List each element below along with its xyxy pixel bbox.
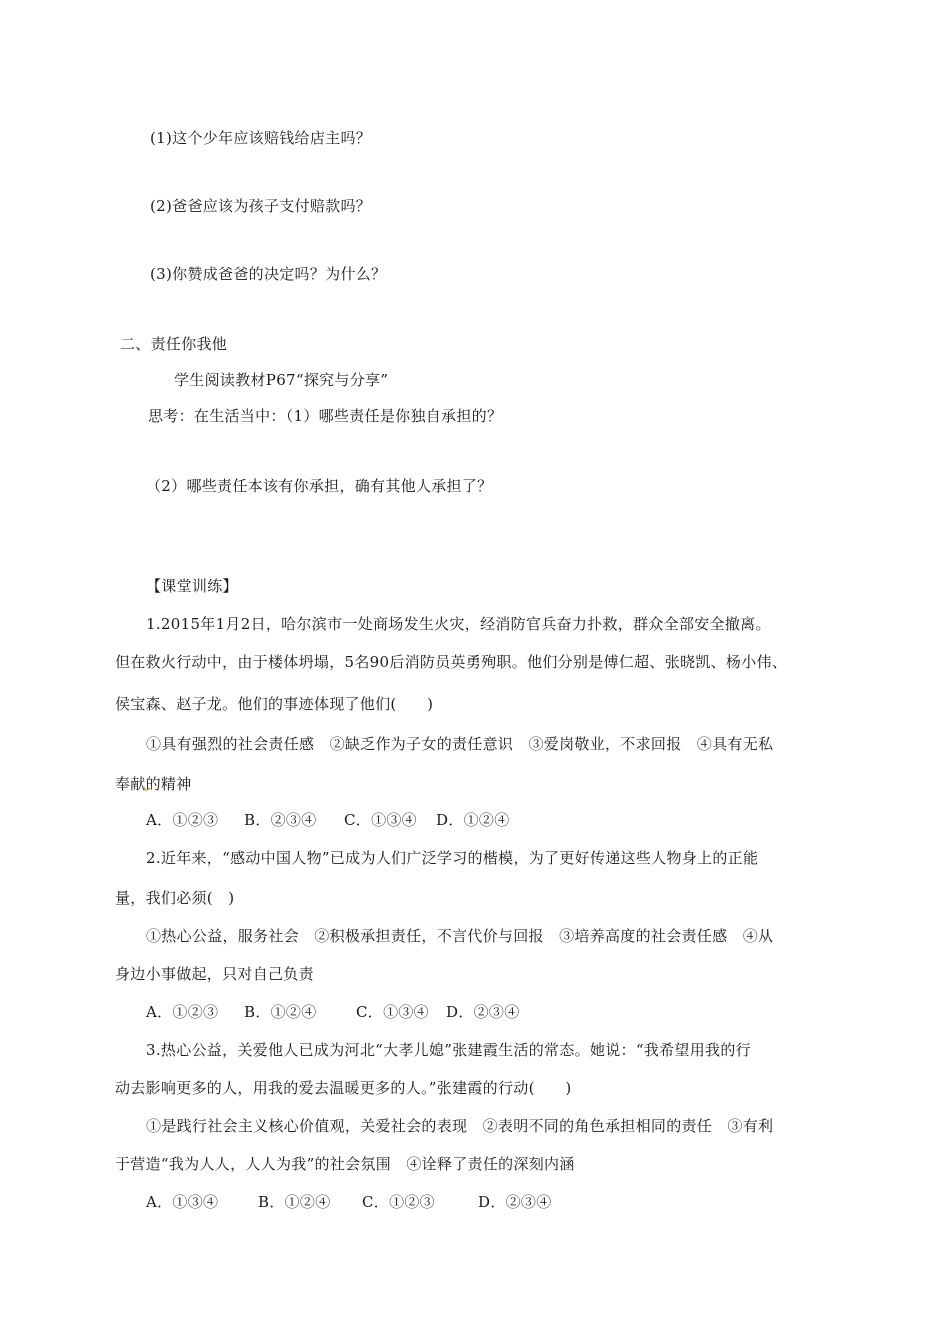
q3-option-c: C．①②③ (362, 1193, 435, 1211)
q2-option-c: C．①③④ (356, 1003, 429, 1021)
q3-stem-line-1: 3.热心公益，关爱他人已成为河北“大孝儿媳”张建霞生活的常态。她说：“我希望用我的行 (146, 1041, 751, 1059)
q1-stem-line-2: 但在救火行动中，由于楼体坍塌，5名90后消防员英勇殉职。他们分别是傅仁超、张晓凯、杨小伟、 (115, 653, 788, 671)
q1-stem-line-3: 侯宝森、赵子龙。他们的事迹体现了他们( ) (115, 695, 434, 713)
question-2: (2)爸爸应该为孩子支付赔款吗？ (150, 197, 372, 215)
q2-stem-line-1: 2.近年来，“感动中国人物”已成为人们广泛学习的楷模，为了更好传递这些人物身上的正能 (146, 849, 759, 867)
think-line-1: 思考：在生活当中：（1）哪些责任是你独自承担的？ (148, 407, 503, 425)
q3-options (146, 1192, 552, 1212)
q2-option-b: B．①②④ (244, 1003, 317, 1021)
question-1: (1)这个少年应该赔钱给店主吗？ (150, 129, 372, 147)
q1-statements-line-1: ①具有强烈的社会责任感 ②缺乏作为子女的责任意识 ③爱岗敬业，不求回报 ④具有无私 (146, 735, 774, 753)
training-heading: 【课堂训练】 (146, 577, 238, 595)
q3-statements-line-1: ①是践行社会主义核心价值观，关爱社会的表现 ②表明不同的角色承担相同的责任 ③有利 (146, 1117, 774, 1135)
q3-option-d: D．②③④ (478, 1193, 552, 1211)
q1-statements-line-2: 奉献的精神 (115, 775, 192, 793)
q1-option-c: C．①③④ (344, 811, 417, 829)
read-prompt: 学生阅读教材P67“探究与分享” (174, 371, 389, 389)
q3-statements-line-2: 于营造“我为人人，人人为我”的社会氛围 ④诠释了责任的深刻内涵 (115, 1155, 575, 1173)
q2-stem-line-2: 量，我们必须( ) (115, 889, 235, 907)
think-line-2: （2）哪些责任本该有你承担，确有其他人承担了？ (146, 477, 493, 495)
q2-option-a: A．①②③ (146, 1003, 219, 1021)
q1-option-d: D．①②④ (436, 811, 510, 829)
q2-statements-line-2: 身边小事做起，只对自己负责 (115, 965, 314, 983)
section-heading-responsibility: 二、责任你我他 (120, 335, 228, 353)
q2-option-d: D．②③④ (446, 1003, 520, 1021)
q3-option-b: B．①②④ (258, 1193, 331, 1211)
q1-option-a: A．①②③ (146, 811, 219, 829)
q2-options (146, 1002, 520, 1022)
q3-stem-line-2: 动去影响更多的人，用我的爱去温暖更多的人。”张建霞的行动( ) (115, 1079, 572, 1097)
q1-option-b: B．②③④ (244, 811, 317, 829)
q1-options (146, 810, 510, 830)
q1-stem-line-1: 1.2015年1月2日，哈尔滨市一处商场发生火灾，经消防官兵奋力扑救，群众全部安全撤离。 (146, 615, 771, 633)
question-3: (3)你赞成爸爸的决定吗？为什么？ (150, 265, 387, 283)
q3-option-a: A．①③④ (146, 1193, 219, 1211)
q2-statements-line-1: ①热心公益，服务社会 ②积极承担责任，不言代价与回报 ③培养高度的社会责任感 ④从 (146, 927, 774, 945)
